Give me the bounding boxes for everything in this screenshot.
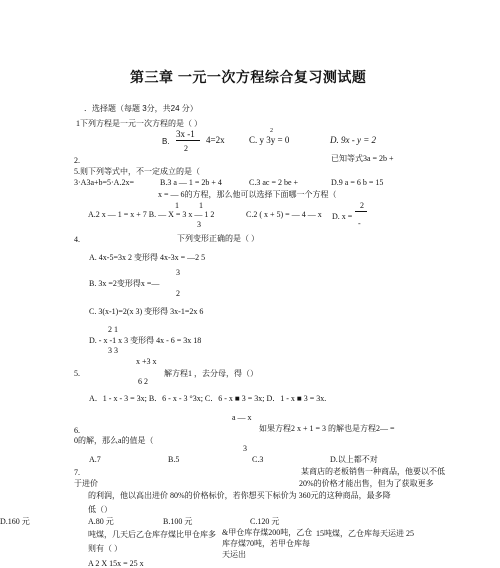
page-title: 第三章 一元一次方程综合复习测试题 (130, 69, 367, 85)
q1-option-b-label: B. (162, 137, 170, 146)
q5-option-d: D.9 a = 6 b = 15 (331, 178, 384, 187)
q4-option-b-frac-top: 3 (176, 268, 180, 277)
question-6-stem: 0的解，那么a的值是（ (74, 436, 154, 445)
q5-frac-d-top: 2 (360, 201, 364, 210)
question-8-right1: 15吨煤，乙仓库每天运进 25 (316, 529, 414, 538)
fraction-bar (176, 140, 200, 141)
q4-option-c: C. 3(x-1)=2(x 3) 变形得 3x-1=2x 6 (89, 307, 204, 316)
q8-option-a: A 2 X 15x = 25 x (88, 559, 144, 568)
q6-option-b: B.5 (168, 455, 180, 464)
q5-frac-b-top: 1 (175, 201, 179, 210)
question-2-number: 2. (74, 156, 80, 165)
question-7-line3: 的利润，他以高出进价 80%的价格标价，若你想买下标价为 360元的这种商品，最多降 (88, 491, 391, 500)
q6-option-a: A.7 (89, 455, 101, 464)
q5-frac-b-den: 3 (197, 220, 201, 229)
q4-option-d-sub: x +3 x (136, 357, 157, 366)
q5-option-d2: D. x = (332, 212, 353, 221)
q4-option-a: A. 4x-5=3x 2 变形得 4x-3x = —2 5 (89, 253, 206, 262)
q4-option-b-frac-den: 2 (176, 289, 180, 298)
question-8-line1: 吨煤，几天后乙仓库存煤比甲仓库多 (88, 530, 216, 539)
q4-option-d-frac-top: 2 1 (108, 325, 118, 334)
question-5b-number: 5. (74, 369, 80, 378)
question-8-line2: 则有（ ） (88, 544, 122, 553)
q7-option-c: C.120 元 (250, 517, 280, 526)
question-7-text-2: 20%的价格才能出售，但为了获取更多 (299, 479, 434, 488)
question-4-stem: 下列变形正确的是（ ） (177, 234, 259, 243)
q5-frac-d-den: - (358, 219, 361, 228)
question-6-number: 6. (74, 426, 80, 435)
q6-frac-den: 3 (243, 444, 247, 453)
question-7-text-1: 某商店的老板销售一种商品，他要以不低 (301, 467, 445, 476)
question-1-stem: 1下列方程是一元一次方程的是（ ） (76, 119, 202, 128)
q4-option-d: D. - x -1 x 3 变形得 4x - 6 = 3x 18 (89, 336, 202, 345)
q4-option-b: B. 3x =2变形得x =— (89, 279, 160, 288)
q1-option-c: C. y 3y = 0 (249, 135, 290, 145)
question-2-text: 已知等式3a = 2b + (331, 154, 394, 163)
q5-options-row: A.2 x — 1 = x + 7 B. — X = 3 x — 1 2 (88, 210, 215, 219)
question-8-mid3: 天运出 (222, 550, 246, 559)
q1-option-b-rest: 4=2x (206, 135, 225, 145)
q5-option-c2: C.2 ( x + 5) = — 4 — x (246, 210, 322, 219)
q6-option-c: C.3 (252, 455, 264, 464)
q6-frac-top: a — x (232, 413, 252, 422)
section-header: ．选择题（每题 3分，共24 分） (84, 104, 198, 113)
question-5-options-prefix: 3·A3a+b=5·A.2x= (74, 178, 134, 187)
question-5b-stem: 解方程1 ，去分母，得（） (164, 369, 258, 378)
q5-option-c: C.3 ac = 2 be + (249, 178, 299, 187)
question-6-text: 如果方程2 x + 1 = 3 的解也是方程2— = (259, 424, 395, 433)
q5b-frac-den: 6 2 (138, 377, 148, 386)
fraction-bar (355, 211, 367, 212)
question-7-line4: 低（） (88, 505, 112, 514)
q7-option-a: A.80 元 (88, 517, 114, 526)
q1-option-b-denominator: 2 (184, 144, 188, 153)
q4-option-d-frac-den: 3 3 (108, 346, 118, 355)
q1-option-b-numerator: 3x -1 (176, 129, 195, 139)
q7-option-d: D.160 元 (0, 517, 30, 526)
question-8-mid2: 库存煤70吨，若甲仓库每 (222, 539, 310, 548)
q5b-options: A．1 - x - 3 = 3x; B．6 - x - 3 °3x; C．6 - x ■ 3 = 3x; D．1 - x ■ 3 = 3x. (89, 394, 327, 403)
q1-option-d: D. 9x - y = 2 (330, 135, 377, 145)
q6-option-d: D.以上都不对 (330, 455, 378, 464)
question-5-line1: 5.则下列等式中，不一定成立的是（ (74, 167, 200, 176)
q5-option-b: B.3 a — 1 = 2b + 4 (160, 178, 222, 187)
q1-option-c-superscript: 2 (270, 128, 273, 134)
q7-option-b: B.100 元 (163, 517, 193, 526)
question-4-number: 4. (74, 235, 80, 244)
question-7-line2: 于进价 (74, 479, 98, 488)
question-8-mid1: &甲仓库存煤200吨，乙仓 (222, 528, 313, 537)
question-5-line2: x = — 6的方程，那么他可以选择下面哪一个方程（ (158, 190, 337, 199)
q5-frac-b-mid: 1 (199, 201, 203, 210)
question-7-number: 7. (74, 468, 80, 477)
